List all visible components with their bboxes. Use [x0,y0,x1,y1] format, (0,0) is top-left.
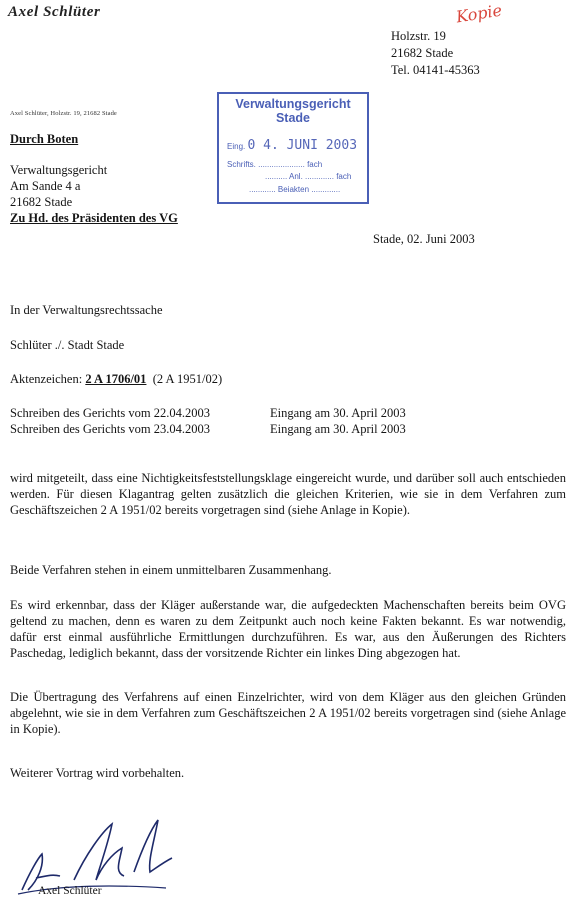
stamp-anl-label: Anl. [289,172,303,181]
file-ref-secondary: (2 A 1951/02) [152,372,223,386]
court-letter-date: Schreiben des Gerichts vom 22.04.2003 [10,406,210,420]
court-letters [10,405,406,437]
recipient-line-4: Zu Hd. des Präsidenten des VG [10,211,178,225]
return-address-line: Axel Schlüter, Holzstr. 19, 21682 Stade [10,110,117,117]
body-paragraph-2: Beide Verfahren stehen in einem unmittelbaren Zusammenhang. [10,563,332,577]
stamp-row-beiakten: ............ Beiakten ............. [249,185,341,194]
file-reference [10,371,222,387]
body-paragraph-5: Weiterer Vortrag wird vorbehalten. [10,766,185,780]
recipient-line-3: 21682 Stade [10,195,73,209]
handwritten-signature [16,814,186,896]
court-letter-received: Eingang am 30. April 2003 [270,422,406,436]
stamp-anl-suffix: fach [336,172,352,181]
delivery-method: Durch Boten [10,132,79,146]
stamp-court: Verwaltungsgericht [235,97,351,111]
letter-date: Stade, 02. Juni 2003 [373,232,475,246]
sender-street: Holzstr. 19 [391,29,446,43]
file-ref-number: 2 A 1706/01 [85,372,147,386]
court-letter-row [10,405,406,421]
sender-city: 21682 Stade [391,46,454,60]
stamp-schrifts-label: Schrifts. [227,160,256,169]
sender-phone: Tel. 04141-45363 [391,63,480,77]
receipt-stamp [217,92,369,204]
recipient-line-1: Verwaltungsgericht [10,163,108,177]
copy-mark: Kopie [454,0,504,27]
stamp-beiakten-label: Beiakten [277,185,310,194]
sender-address [391,28,480,79]
file-ref-label: Aktenzeichen: [10,372,83,386]
court-letter-row [10,421,406,437]
stamp-city: Stade [275,111,311,125]
stamp-eing-label: Eing. [227,142,246,151]
recipient-line-2: Am Sande 4 a [10,179,81,193]
court-letter-received: Eingang am 30. April 2003 [270,406,406,420]
body-paragraph-4: Die Übertragung des Verfahrens auf einen Einzelrichter, wird von dem Kläger aus den gleichen Gründen abgelehnt, wie sie in dem Verfahren zum Geschäftszeichen 2 A 1951/02 bereits vorgetragen sind (siehe Anlage in Kopie). [10,690,566,736]
parties-line: Schlüter ./. Stadt Stade [10,338,125,352]
stamp-row-anl: .......... Anl. ............. fach [265,172,352,181]
letterhead-name: Axel Schlüter [8,4,101,20]
stamp-row-schrifts: Schrifts. ..................... fach [227,160,323,169]
body-paragraph-3: Es wird erkennbar, dass der Kläger außerstande war, die aufgedeckten Machenschaften bereits beim OVG geltend zu machen, denn es waren zu dem Zeitpunkt auch noch keine Fakten bekannt. Es war notwendig, dafür erst einmal ausführliche Ermittlungen durchzuführen. Es war, aus den Äußerungen des Richters Paschedag, lediglich bekannt, dass der vorsitzende Richter ein linkes Ding abgezogen hat. [10,598,566,660]
court-letter-date: Schreiben des Gerichts vom 23.04.2003 [10,422,210,436]
stamp-schrifts-suffix: fach [307,160,323,169]
stamp-court-name [219,97,367,125]
signer-name: Axel Schlüter [38,885,102,897]
recipient-address [10,162,178,226]
stamp-row-received [227,138,357,153]
matter-line: In der Verwaltungsrechtssache [10,303,163,317]
stamp-received-date: 0 4. JUNI 2003 [247,138,358,153]
body-paragraph-1: wird mitgeteilt, dass eine Nichtigkeitsfeststellungsklage eingereicht wurde, und darüber soll auch entschieden werden. Für diesen Klagantrag gelten zusätzlich die gleichen Kriterien, wie sie in dem Verfahren zum Geschäftszeichen 2 A 1951/02 bereits vorgetragen sind (siehe Anlage in Kopie). [10,471,566,517]
